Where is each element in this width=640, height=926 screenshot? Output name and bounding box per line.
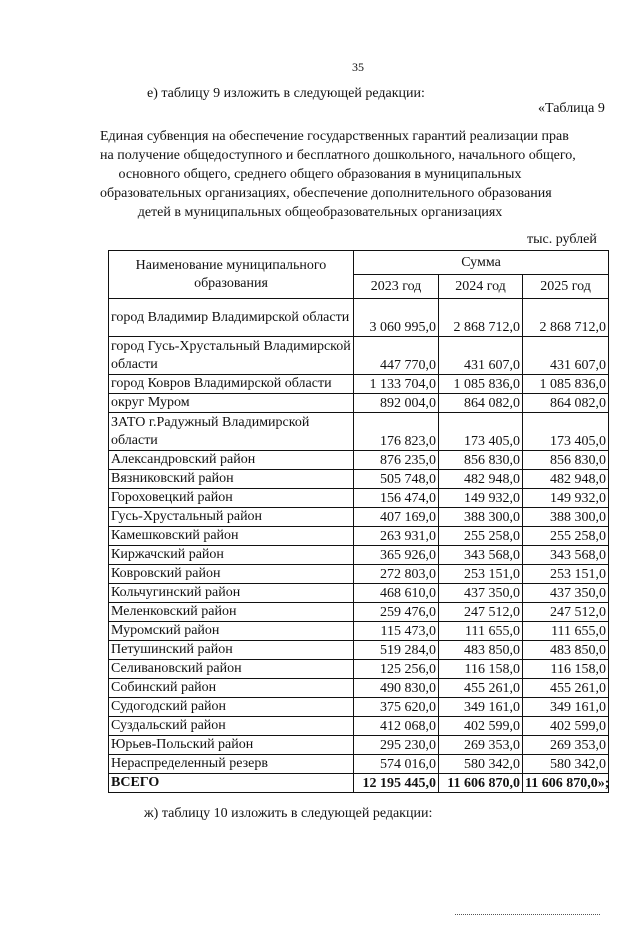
- header-name: Наименование муниципального образования: [109, 251, 354, 299]
- amount-2023: 505 748,0: [354, 470, 439, 489]
- table-row: [109, 527, 609, 546]
- amount-2024: 864 082,0: [439, 394, 523, 413]
- table-row: [109, 413, 609, 451]
- amount-2024: 111 655,0: [439, 622, 523, 641]
- amount-2023: 263 931,0: [354, 527, 439, 546]
- municipality-name: Киржачский район: [109, 546, 354, 565]
- municipality-name: Суздальский район: [109, 717, 354, 736]
- table-row: [109, 679, 609, 698]
- amount-2023: 176 823,0: [354, 413, 439, 451]
- units-label: тыс. рублей: [527, 232, 597, 247]
- amount-2025: 864 082,0: [523, 394, 609, 413]
- amount-2024: 255 258,0: [439, 527, 523, 546]
- amount-2025: 580 342,0: [523, 755, 609, 774]
- municipality-name: Александровский район: [109, 451, 354, 470]
- title-line: Единая субвенция на обеспечение государственных гарантий реализации прав: [100, 129, 569, 144]
- amount-2025: 11 606 870,0»;: [523, 774, 609, 793]
- amount-2024: 343 568,0: [439, 546, 523, 565]
- subvention-table: [108, 250, 609, 793]
- municipality-name: Гороховецкий район: [109, 489, 354, 508]
- municipality-name: Вязниковский район: [109, 470, 354, 489]
- table-row: [109, 394, 609, 413]
- title-line: образовательных организациях, обеспечение дополнительного образования: [100, 186, 552, 201]
- amount-2023: 365 926,0: [354, 546, 439, 565]
- amount-2023: 272 803,0: [354, 565, 439, 584]
- table-row: [109, 375, 609, 394]
- table-row: [109, 717, 609, 736]
- table-row: [109, 603, 609, 622]
- amount-2024: 11 606 870,0: [439, 774, 523, 793]
- amount-2024: 580 342,0: [439, 755, 523, 774]
- amount-2024: 482 948,0: [439, 470, 523, 489]
- amount-2025: 173 405,0: [523, 413, 609, 451]
- amount-2023: 375 620,0: [354, 698, 439, 717]
- municipality-name: Камешковский район: [109, 527, 354, 546]
- amount-2024: 2 868 712,0: [439, 299, 523, 337]
- amount-2023: 468 610,0: [354, 584, 439, 603]
- amount-2024: 856 830,0: [439, 451, 523, 470]
- amount-2023: 1 133 704,0: [354, 375, 439, 394]
- table-row: [109, 641, 609, 660]
- municipality-name: Судогодский район: [109, 698, 354, 717]
- amount-2024: 253 151,0: [439, 565, 523, 584]
- table-row: [109, 337, 609, 375]
- closing-text: ж) таблицу 10 изложить в следующей редакции:: [144, 806, 433, 821]
- amount-2025: 349 161,0: [523, 698, 609, 717]
- table-row: [109, 565, 609, 584]
- amount-2024: 402 599,0: [439, 717, 523, 736]
- amount-2023: 295 230,0: [354, 736, 439, 755]
- amount-2023: 447 770,0: [354, 337, 439, 375]
- footer-divider: [455, 914, 600, 915]
- amount-2025: 402 599,0: [523, 717, 609, 736]
- amount-2025: 111 655,0: [523, 622, 609, 641]
- table-row: [109, 698, 609, 717]
- amount-2024: 149 932,0: [439, 489, 523, 508]
- municipality-name: Меленковский район: [109, 603, 354, 622]
- municipality-name: Юрьев-Польский район: [109, 736, 354, 755]
- amount-2023: 259 476,0: [354, 603, 439, 622]
- total-row: [109, 774, 609, 793]
- amount-2025: 455 261,0: [523, 679, 609, 698]
- amount-2024: 455 261,0: [439, 679, 523, 698]
- amount-2023: 407 169,0: [354, 508, 439, 527]
- municipality-name: Нераспределенный резерв: [109, 755, 354, 774]
- amount-2024: 247 512,0: [439, 603, 523, 622]
- table-row: [109, 622, 609, 641]
- municipality-name: ЗАТО г.Радужный Владимирской области: [109, 413, 354, 451]
- table-row: [109, 470, 609, 489]
- table-row: [109, 489, 609, 508]
- amount-2025: 247 512,0: [523, 603, 609, 622]
- title-line: на получение общедоступного и бесплатного дошкольного, начального общего,: [100, 148, 576, 163]
- total-label: ВСЕГО: [109, 774, 354, 793]
- amount-2024: 431 607,0: [439, 337, 523, 375]
- amendment-intro: е) таблицу 9 изложить в следующей редакции:: [147, 86, 425, 101]
- amount-2023: 12 195 445,0: [354, 774, 439, 793]
- header-year-2023: 2023 год: [354, 275, 439, 299]
- amount-2023: 574 016,0: [354, 755, 439, 774]
- municipality-name: город Гусь-Хрустальный Владимирской области: [109, 337, 354, 375]
- amount-2025: 483 850,0: [523, 641, 609, 660]
- header-year-2025: 2025 год: [523, 275, 609, 299]
- municipality-name: Селивановский район: [109, 660, 354, 679]
- table-row: [109, 755, 609, 774]
- amount-2024: 269 353,0: [439, 736, 523, 755]
- amount-2024: 173 405,0: [439, 413, 523, 451]
- amount-2023: 892 004,0: [354, 394, 439, 413]
- table-body: [109, 299, 609, 793]
- amount-2025: 856 830,0: [523, 451, 609, 470]
- amount-2025: 255 258,0: [523, 527, 609, 546]
- header-sum: Сумма: [354, 251, 609, 275]
- table-row: [109, 508, 609, 527]
- amount-2023: 412 068,0: [354, 717, 439, 736]
- amount-2025: 482 948,0: [523, 470, 609, 489]
- municipality-name: Собинский район: [109, 679, 354, 698]
- header-year-2024: 2024 год: [439, 275, 523, 299]
- municipality-name: Кольчугинский район: [109, 584, 354, 603]
- municipality-name: округ Муром: [109, 394, 354, 413]
- amount-2025: 1 085 836,0: [523, 375, 609, 394]
- amount-2024: 349 161,0: [439, 698, 523, 717]
- amount-2025: 2 868 712,0: [523, 299, 609, 337]
- amount-2025: 149 932,0: [523, 489, 609, 508]
- amount-2023: 876 235,0: [354, 451, 439, 470]
- municipality-name: Гусь-Хрустальный район: [109, 508, 354, 527]
- page-number: 35: [352, 60, 364, 74]
- title-line: основного общего, среднего общего образования в муниципальных: [118, 167, 522, 182]
- municipality-name: Ковровский район: [109, 565, 354, 584]
- amount-2025: 431 607,0: [523, 337, 609, 375]
- table-row: [109, 736, 609, 755]
- amount-2024: 116 158,0: [439, 660, 523, 679]
- table-title: [100, 127, 576, 222]
- municipality-name: город Ковров Владимирской области: [109, 375, 354, 394]
- amount-2025: 116 158,0: [523, 660, 609, 679]
- table-row: [109, 546, 609, 565]
- table-row: [109, 299, 609, 337]
- municipality-name: Муромский район: [109, 622, 354, 641]
- amount-2023: 3 060 995,0: [354, 299, 439, 337]
- amount-2025: 269 353,0: [523, 736, 609, 755]
- amount-2024: 437 350,0: [439, 584, 523, 603]
- table-row: [109, 451, 609, 470]
- amount-2023: 115 473,0: [354, 622, 439, 641]
- amount-2024: 388 300,0: [439, 508, 523, 527]
- municipality-name: город Владимир Владимирской области: [109, 299, 354, 337]
- amount-2025: 343 568,0: [523, 546, 609, 565]
- amount-2025: 253 151,0: [523, 565, 609, 584]
- amount-2024: 483 850,0: [439, 641, 523, 660]
- municipality-name: Петушинский район: [109, 641, 354, 660]
- amount-2025: 388 300,0: [523, 508, 609, 527]
- table-row: [109, 660, 609, 679]
- amount-2023: 156 474,0: [354, 489, 439, 508]
- amount-2024: 1 085 836,0: [439, 375, 523, 394]
- amount-2023: 519 284,0: [354, 641, 439, 660]
- table-reference: «Таблица 9: [538, 101, 605, 116]
- table-row: [109, 584, 609, 603]
- title-line: детей в муниципальных общеобразовательных организациях: [137, 205, 503, 220]
- amount-2023: 490 830,0: [354, 679, 439, 698]
- amount-2023: 125 256,0: [354, 660, 439, 679]
- amount-2025: 437 350,0: [523, 584, 609, 603]
